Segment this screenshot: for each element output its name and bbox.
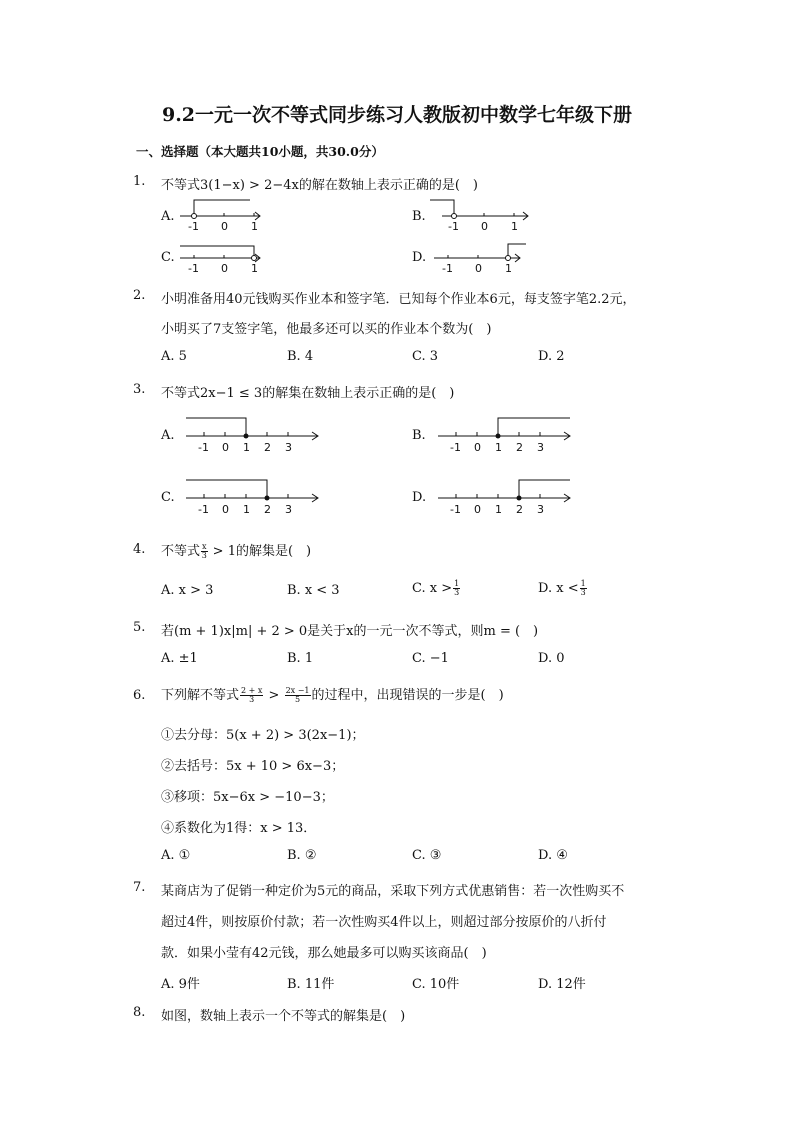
svg-text:0: 0 xyxy=(222,441,229,454)
svg-text:1: 1 xyxy=(243,503,250,516)
svg-text:2: 2 xyxy=(264,441,271,454)
tick-label: 1 xyxy=(505,262,512,274)
tick-label: 0 xyxy=(481,220,488,232)
question-number: 2. xyxy=(133,288,146,303)
tick-label: 1 xyxy=(251,262,258,274)
svg-text:2: 2 xyxy=(264,503,271,516)
option-a[interactable]: A. x > 3 xyxy=(161,583,214,598)
tick-label: 0 xyxy=(221,220,228,232)
question-number: 3. xyxy=(133,382,146,397)
option-c[interactable]: C. 10件 xyxy=(412,977,460,992)
svg-text:1: 1 xyxy=(495,503,502,516)
tick-label: -1 xyxy=(448,220,459,232)
option-c[interactable]: C. ③ xyxy=(412,848,442,863)
number-line-q3c xyxy=(180,474,325,518)
question-number: 5. xyxy=(133,620,146,635)
question-text: 不等式3(1−x) > 2−4x的解在数轴上表示正确的是( ) xyxy=(161,178,478,193)
option-d[interactable]: D. 12件 xyxy=(538,977,586,992)
question-number: 6. xyxy=(133,688,146,703)
tick-label: -1 xyxy=(442,262,453,274)
svg-text:3: 3 xyxy=(537,441,544,454)
option-c[interactable]: C. xyxy=(161,490,175,505)
question-text-line: 小明准备用40元钱购买作业本和签字笔．已知每个作业本6元，每支签字笔2.2元， xyxy=(161,292,636,307)
question-text: 若(m + 1)x|m| + 2 > 0是关于x的一元一次不等式，则m = ( ) xyxy=(161,624,539,639)
solution-step: ①去分母：5(x + 2) > 3(2x−1)； xyxy=(161,728,365,743)
svg-text:3: 3 xyxy=(285,441,292,454)
svg-text:-1: -1 xyxy=(198,503,209,516)
question-text-line: 某商店为了促销一种定价为5元的商品，采取下列方式优惠销售：若一次性购买不 xyxy=(161,884,625,899)
svg-text:2: 2 xyxy=(516,503,523,516)
question-text: 不等式 $\frac{x}{3}$ > 1的解集是( ) xyxy=(161,542,312,560)
option-d[interactable]: D. 0 xyxy=(538,651,565,666)
question-text: 如图，数轴上表示一个不等式的解集是( ) xyxy=(161,1009,406,1024)
option-b[interactable]: B. 4 xyxy=(287,349,314,364)
option-a[interactable]: A. ① xyxy=(161,848,191,863)
svg-text:1: 1 xyxy=(243,441,250,454)
option-a[interactable]: A. 5 xyxy=(161,349,187,364)
tick-label: -1 xyxy=(188,220,199,232)
number-line-q3b xyxy=(432,412,577,456)
number-line-q1a xyxy=(176,196,266,232)
tick-label: -1 xyxy=(188,262,199,274)
solution-step: ③移项：5x−6x > −10−3； xyxy=(161,790,334,805)
option-d[interactable]: D. 2 xyxy=(538,349,565,364)
option-b[interactable]: B. xyxy=(412,428,426,443)
option-a[interactable]: A. xyxy=(161,428,175,443)
tick-label: 1 xyxy=(511,220,518,232)
question-number: 7. xyxy=(133,880,146,895)
option-c[interactable]: C. −1 xyxy=(412,651,449,666)
option-b[interactable]: B. ② xyxy=(287,848,317,863)
svg-text:-1: -1 xyxy=(450,503,461,516)
number-line-q3d xyxy=(432,474,577,518)
option-c[interactable]: C. 3 xyxy=(412,349,439,364)
section-heading: 一、选择题（本大题共10小题，共30.0分） xyxy=(136,144,384,159)
question-number: 4. xyxy=(133,542,146,557)
number-line-q3a xyxy=(180,412,325,456)
svg-text:0: 0 xyxy=(222,503,229,516)
tick-label: 0 xyxy=(475,262,482,274)
svg-text:0: 0 xyxy=(474,503,481,516)
svg-text:3: 3 xyxy=(285,503,292,516)
tick-label: 0 xyxy=(221,262,228,274)
number-line-q1c xyxy=(176,238,266,274)
option-a[interactable]: A. xyxy=(161,209,175,224)
svg-text:-1: -1 xyxy=(198,441,209,454)
question-text: 不等式2x−1 ≤ 3的解集在数轴上表示正确的是( ) xyxy=(161,386,455,401)
fraction: $\frac{x}{3}$ xyxy=(201,542,207,560)
question-text: 下列解不等式 $\frac{2 + x}{3}$ > $\frac{2x -1}{5}$ 的过程中，出现错误的一步是( ) xyxy=(161,686,504,704)
number-line-q1b xyxy=(428,196,538,232)
tick-label: 1 xyxy=(251,220,258,232)
svg-text:2: 2 xyxy=(516,441,523,454)
option-d[interactable]: D. xyxy=(412,490,427,505)
question-number: 1. xyxy=(133,174,146,189)
svg-text:1: 1 xyxy=(495,441,502,454)
svg-text:-1: -1 xyxy=(450,441,461,454)
svg-text:3: 3 xyxy=(537,503,544,516)
option-d[interactable]: D. ④ xyxy=(538,848,568,863)
solution-step: ②去括号：5x + 10 > 6x−3； xyxy=(161,759,345,774)
question-number: 8. xyxy=(133,1005,146,1020)
number-line-q1d xyxy=(428,238,538,274)
option-b[interactable]: B. x < 3 xyxy=(287,583,340,598)
option-c[interactable]: C. xyxy=(161,250,175,265)
option-d[interactable]: D. xyxy=(412,250,427,265)
option-a[interactable]: A. 9件 xyxy=(161,977,200,992)
solution-step: ④系数化为1得：x > 13． xyxy=(161,821,317,836)
option-c[interactable]: C. x > $\frac{1}{3}$ xyxy=(412,579,460,597)
question-text-line: 超过4件，则按原价付款；若一次性购买4件以上，则超过部分按原价的八折付 xyxy=(161,915,607,930)
option-b[interactable]: B. xyxy=(412,209,426,224)
option-a[interactable]: A. ±1 xyxy=(161,651,198,666)
option-d[interactable]: D. x < $\frac{1}{3}$ xyxy=(538,579,586,597)
page-title: 9.2一元一次不等式同步练习人教版初中数学七年级下册 xyxy=(161,104,633,126)
option-b[interactable]: B. 11件 xyxy=(287,977,335,992)
question-text-line: 款．如果小莹有42元钱，那么她最多可以购买该商品( ) xyxy=(161,946,487,961)
question-text-line: 小明买了7支签字笔，他最多还可以买的作业本个数为( ) xyxy=(161,322,492,337)
option-b[interactable]: B. 1 xyxy=(287,651,314,666)
svg-text:0: 0 xyxy=(474,441,481,454)
